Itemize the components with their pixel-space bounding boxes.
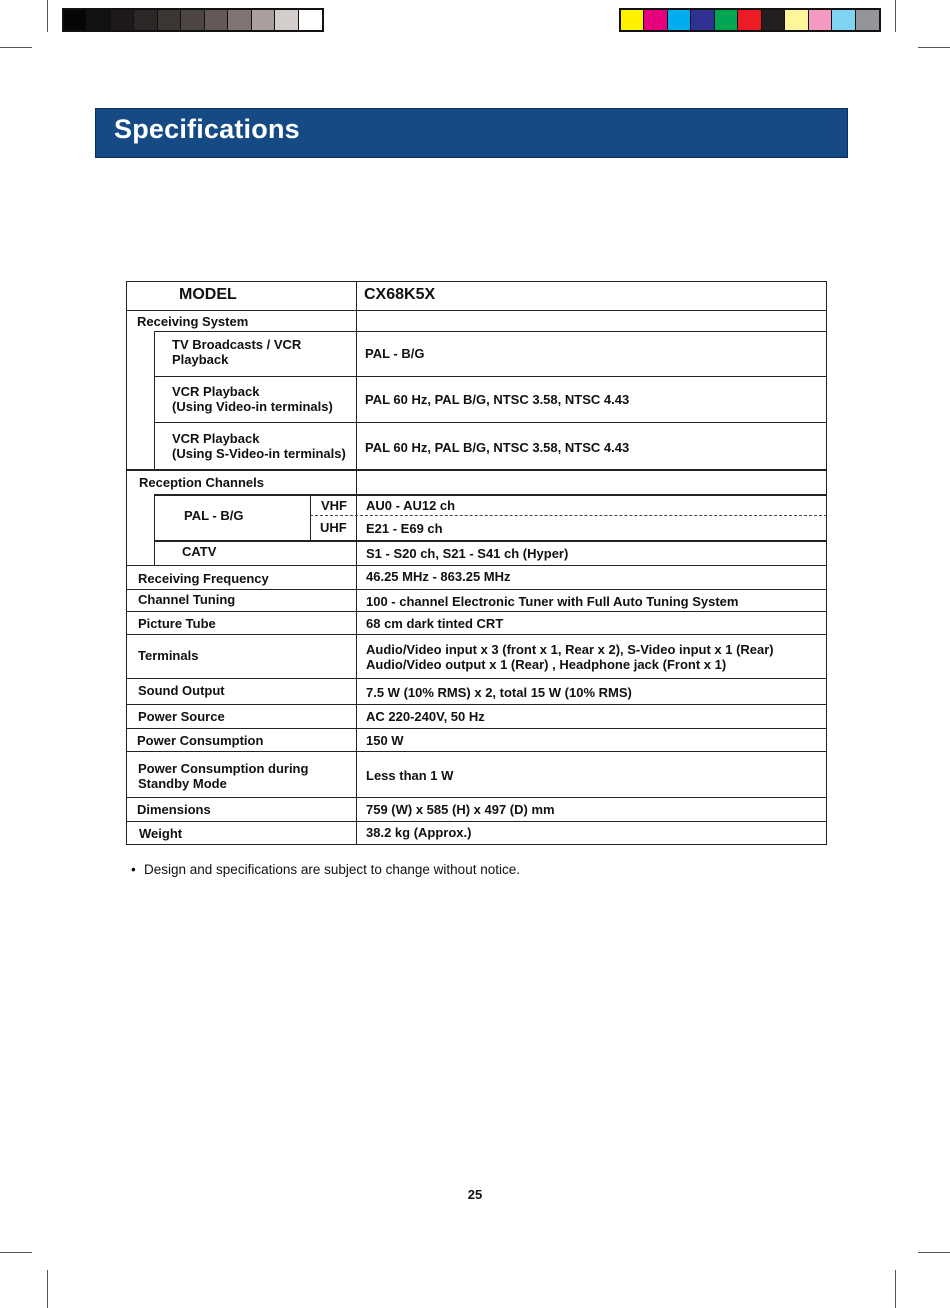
vhf-value: AU0 - AU12 ch: [366, 498, 456, 513]
row-divider: [126, 310, 827, 311]
vcr-svideo-label: (Using S-Video-in terminals): [172, 446, 346, 461]
color-swatch: [181, 10, 204, 30]
standby-label: Standby Mode: [138, 776, 227, 791]
vcr-video-label: (Using Video-in terminals): [172, 399, 333, 414]
color-swatch: [785, 10, 808, 30]
catv-label: CATV: [182, 544, 217, 559]
color-swatch: [809, 10, 832, 30]
row-divider: [126, 589, 827, 590]
color-swatch: [738, 10, 761, 30]
row-divider: [126, 469, 827, 471]
crop-mark: [918, 1252, 950, 1253]
color-swatch: [856, 10, 879, 30]
page-number: 25: [467, 1187, 483, 1202]
table-border: [126, 844, 827, 845]
crop-mark: [918, 47, 950, 48]
row-divider: [154, 422, 827, 423]
terminals-value: Audio/Video output x 1 (Rear) , Headphone jack (Front x 1): [366, 657, 727, 672]
row-divider: [154, 540, 827, 542]
table-border: [126, 281, 127, 845]
terminals-label: Terminals: [138, 648, 199, 663]
page-title: Specifications: [114, 114, 300, 144]
color-swatch: [87, 10, 110, 30]
crop-mark: [0, 1252, 32, 1253]
color-swatch: [621, 10, 644, 30]
power-consumption-value: 150 W: [366, 733, 404, 748]
row-divider: [126, 751, 827, 752]
specifications-table: [126, 281, 827, 845]
channel-tuning-value: 100 - channel Electronic Tuner with Full Auto Tuning System: [366, 594, 739, 609]
column-divider: [356, 281, 357, 845]
color-swatch: [205, 10, 228, 30]
bullet-icon: •: [131, 862, 136, 877]
crop-mark: [0, 47, 32, 48]
tv-broadcasts-value: PAL - B/G: [365, 346, 425, 361]
standby-value: Less than 1 W: [366, 768, 454, 783]
color-swatch: [715, 10, 738, 30]
vhf-label: VHF: [321, 498, 347, 513]
dimensions-label: Dimensions: [137, 802, 211, 817]
row-divider: [126, 678, 827, 679]
sound-output-value: 7.5 W (10% RMS) x 2, total 15 W (10% RMS): [366, 685, 632, 700]
weight-value: 38.2 kg (Approx.): [366, 825, 472, 840]
terminals-value: Audio/Video input x 3 (front x 1, Rear x 2), S-Video input x 1 (Rear): [366, 642, 774, 657]
power-source-value: AC 220-240V, 50 Hz: [366, 709, 485, 724]
tv-broadcasts-label: Playback: [172, 352, 229, 367]
weight-label: Weight: [139, 826, 183, 841]
color-swatch: [691, 10, 714, 30]
power-consumption-label: Power Consumption: [137, 733, 264, 748]
picture-tube-value: 68 cm dark tinted CRT: [366, 616, 504, 631]
color-swatch: [299, 10, 322, 30]
color-swatch: [762, 10, 785, 30]
model-label: MODEL: [179, 286, 237, 303]
color-swatch: [158, 10, 181, 30]
dimensions-value: 759 (W) x 585 (H) x 497 (D) mm: [366, 802, 555, 817]
row-divider: [154, 376, 827, 377]
row-divider: [126, 821, 827, 822]
band-divider: [310, 495, 311, 541]
indent-divider: [154, 331, 155, 470]
power-source-label: Power Source: [138, 709, 225, 724]
color-swatch: [228, 10, 251, 30]
standby-label: Power Consumption during: [138, 761, 309, 776]
color-swatch: [252, 10, 275, 30]
color-swatch: [111, 10, 134, 30]
model-value: CX68K5X: [364, 286, 436, 303]
row-divider: [126, 728, 827, 729]
receiving-frequency-value: 46.25 MHz - 863.25 MHz: [366, 569, 511, 584]
row-divider: [126, 797, 827, 798]
sound-output-label: Sound Output: [138, 683, 225, 698]
row-divider: [126, 634, 827, 635]
catv-value: S1 - S20 ch, S21 - S41 ch (Hyper): [366, 546, 569, 561]
reception-channels-label: Reception Channels: [139, 475, 264, 490]
receiving-frequency-label: Receiving Frequency: [138, 571, 269, 586]
crop-mark: [895, 0, 896, 32]
row-divider: [126, 565, 827, 566]
crop-mark: [47, 0, 48, 32]
vcr-svideo-value: PAL 60 Hz, PAL B/G, NTSC 3.58, NTSC 4.43: [365, 440, 630, 455]
crop-mark: [47, 1270, 48, 1308]
color-calibration-bar: [619, 8, 881, 32]
vcr-svideo-label: VCR Playback: [172, 431, 260, 446]
row-divider: [154, 494, 827, 496]
color-swatch: [64, 10, 87, 30]
gray-calibration-bar: [62, 8, 324, 32]
vcr-video-value: PAL 60 Hz, PAL B/G, NTSC 3.58, NTSC 4.43: [365, 392, 630, 407]
footnote-text: Design and specifications are subject to change without notice.: [144, 862, 520, 877]
row-divider: [154, 331, 827, 332]
table-border: [826, 281, 827, 845]
tv-broadcasts-label: TV Broadcasts / VCR: [172, 337, 302, 352]
uhf-value: E21 - E69 ch: [366, 521, 443, 536]
vcr-video-label: VCR Playback: [172, 384, 260, 399]
row-divider-dashed: [310, 515, 827, 516]
indent-divider: [154, 495, 155, 565]
picture-tube-label: Picture Tube: [138, 616, 216, 631]
color-swatch: [134, 10, 157, 30]
color-swatch: [644, 10, 667, 30]
channel-tuning-label: Channel Tuning: [138, 592, 236, 607]
row-divider: [126, 704, 827, 705]
footnote: [131, 862, 520, 877]
row-divider: [126, 611, 827, 612]
crop-mark: [895, 1270, 896, 1308]
receiving-system-label: Receiving System: [137, 314, 249, 329]
table-border: [126, 281, 827, 282]
title-banner: [95, 108, 848, 158]
uhf-label: UHF: [320, 520, 347, 535]
color-swatch: [832, 10, 855, 30]
color-swatch: [668, 10, 691, 30]
color-swatch: [275, 10, 298, 30]
pal-bg-label: PAL - B/G: [184, 508, 244, 523]
